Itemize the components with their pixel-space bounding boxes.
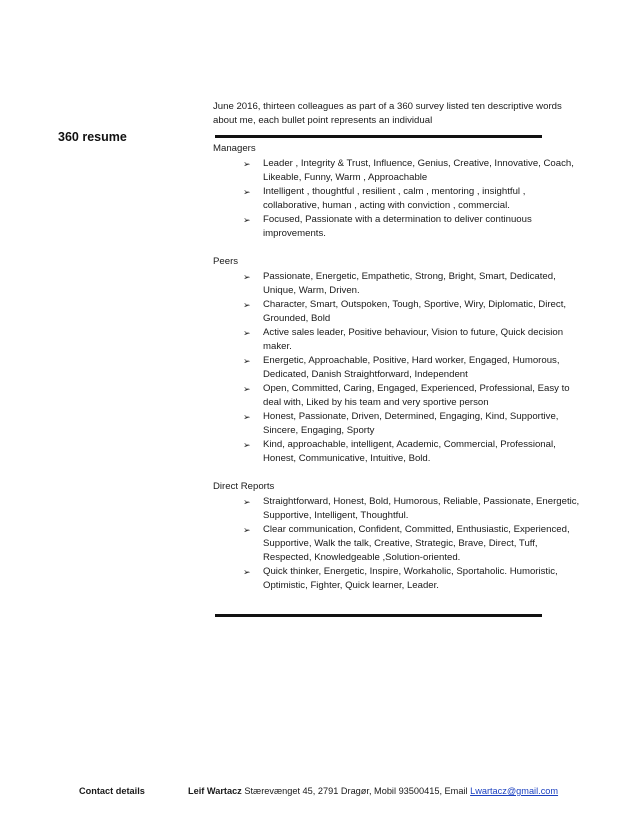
managers-section [213,142,583,241]
peers-list [213,270,583,466]
contact-name: Leif Wartacz [188,786,242,796]
contact-info [188,785,558,797]
contact-details-label: Contact details [79,786,145,796]
arrow-bullet-icon: ➢ [243,356,251,366]
arrow-bullet-icon: ➢ [243,384,251,394]
list-item: ➢ Clear communication, Confident, Committed, Enthusiastic, Experienced, Supportive, Walk the talk, Creative, Strategic, Brave, Direct, Tuff, Respected, Knowledgeable ,Solution-oriented. [243,524,570,563]
arrow-bullet-icon: ➢ [243,497,251,507]
arrow-bullet-icon: ➢ [243,300,251,310]
arrow-bullet-icon: ➢ [243,187,251,197]
intro-block [213,100,583,128]
list-item: ➢ Quick thinker, Energetic, Inspire, Workaholic, Sportaholic. Humoristic, Optimistic, Fighter, Quick learner, Leader. [243,566,558,591]
list-item: ➢ Honest, Passionate, Driven, Determined, Engaging, Kind, Supportive, Sincere, Engaging, Sporty [243,411,559,436]
list-item: ➢ Open, Committed, Caring, Engaged, Experienced, Professional, Easy to deal with, Liked by his team and very sportive person [243,383,570,408]
list-item: ➢ Energetic, Approachable, Positive, Hard worker, Engaged, Humorous, Dedicated, Danish Straightforward, Independent [243,355,560,380]
arrow-bullet-icon: ➢ [243,328,251,338]
list-item: ➢ Leader , Integrity & Trust, Influence, Genius, Creative, Innovative, Coach, Likeable, Funny, Warm , Approachable [243,158,574,183]
managers-list [213,157,583,241]
email-link[interactable]: Lwartacz@gmail.com [470,786,559,796]
list-item: ➢ Straightforward, Honest, Bold, Humorous, Reliable, Passionate, Energetic, Supportive, Intelligent, Thoughtful. [243,496,580,521]
contact-address: Stærevænget 45, 2791 Dragør, Mobil 93500415, Email [244,786,468,796]
list-item: ➢ Active sales leader, Positive behaviour, Vision to future, Quick decision maker. [243,327,564,352]
bottom-divider [215,614,542,617]
arrow-bullet-icon: ➢ [243,159,251,169]
list-item: ➢ Focused, Passionate with a determination to deliver continuous improvements. [243,214,532,239]
group-title-peers: Peers [213,256,239,267]
arrow-bullet-icon: ➢ [243,215,251,225]
arrow-bullet-icon: ➢ [243,525,251,535]
list-item: ➢ Intelligent , thoughtful , resilient , calm , mentoring , insightful , collaborative, human , acting with conviction , commercial. [243,186,526,211]
direct-reports-list [213,495,583,593]
peers-section [213,255,583,466]
arrow-bullet-icon: ➢ [243,272,251,282]
group-title-direct-reports: Direct Reports [213,481,275,492]
arrow-bullet-icon: ➢ [243,412,251,422]
group-title-managers: Managers [213,143,256,154]
arrow-bullet-icon: ➢ [243,567,251,577]
resume-title: 360 resume [58,130,127,144]
list-item: ➢ Passionate, Energetic, Empathetic, Strong, Bright, Smart, Dedicated, Unique, Warm, Driven. [243,271,556,296]
arrow-bullet-icon: ➢ [243,440,251,450]
intro-text: June 2016, thirteen colleagues as part of a 360 survey listed ten descriptive words about me, each bullet point represents an individual [213,101,562,126]
direct-reports-section [213,480,583,593]
top-divider [215,135,542,138]
list-item: ➢ Kind, approachable, intelligent, Academic, Commercial, Professional, Honest, Communicative, Intuitive, Bold. [243,439,556,464]
list-item: ➢ Character, Smart, Outspoken, Tough, Sportive, Wiry, Diplomatic, Direct, Grounded, Bold [243,299,567,324]
